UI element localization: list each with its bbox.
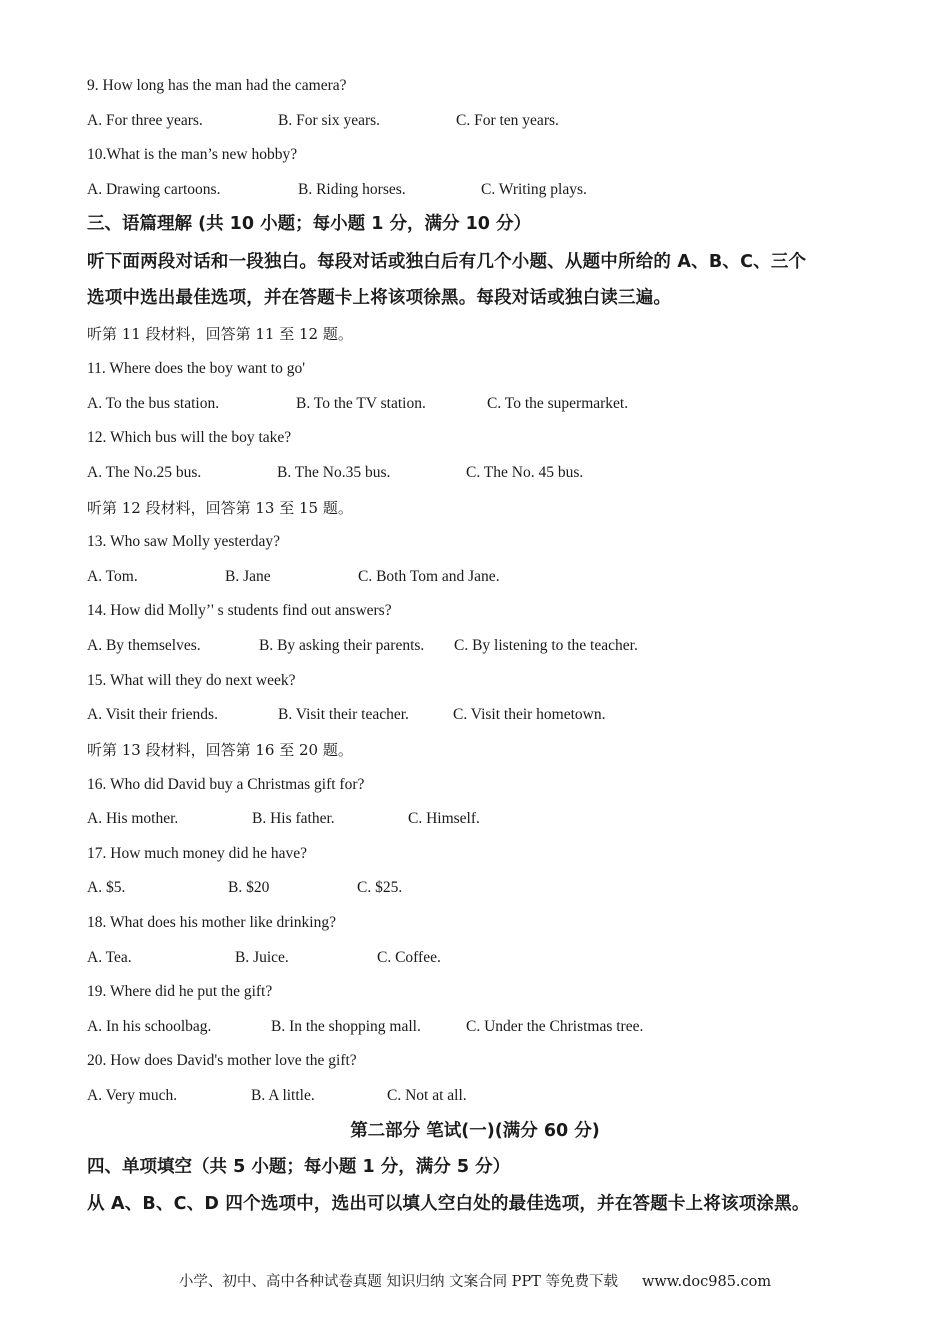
question-12-stem: 12. Which bus will the boy take? xyxy=(87,429,292,446)
question-20-option-a: A. Very much. xyxy=(87,1087,178,1104)
question-13-option-b: B. Jane xyxy=(225,568,271,585)
question-12-option-b: B. The No.35 bus. xyxy=(277,464,391,481)
section-3-instruction-line-2: 选项中选出最佳选项，并在答题卡上将该项徐黑。每段对话或独白读三遍。 xyxy=(87,288,672,308)
question-20-stem: 20. How does David's mother love the gift? xyxy=(87,1052,357,1069)
question-14-option-b: B. By asking their parents. xyxy=(259,637,425,654)
section-3-instruction-line-1: 听下面两段对话和一段独白。每段对话或独白后有几个小题、从题中所给的 A、B、C、三个 xyxy=(87,252,807,272)
question-10-option-c: C. Writing plays. xyxy=(481,181,587,198)
material-11-note: 听第 11 段材料，回答第 11 至 12 题。 xyxy=(87,325,353,343)
question-16-option-a: A. His mother. xyxy=(87,810,179,827)
question-17-stem: 17. How much money did he have? xyxy=(87,845,307,862)
footer-text: 小学、初中、高中各种试卷真题 知识归纳 文案合同 PPT 等免费下载 xyxy=(178,1274,618,1290)
question-10-option-a: A. Drawing cartoons. xyxy=(87,181,221,198)
question-15-stem: 15. What will they do next week? xyxy=(87,672,296,689)
question-9-stem: 9. How long has the man had the camera? xyxy=(87,77,347,94)
question-18-stem: 18. What does his mother like drinking? xyxy=(87,914,336,931)
question-11-option-b: B. To the TV station. xyxy=(296,395,426,412)
question-13-stem: 13. Who saw Molly yesterday? xyxy=(87,533,280,550)
question-10-option-b: B. Riding horses. xyxy=(298,181,406,198)
question-14-option-a: A. By themselves. xyxy=(87,637,201,654)
question-18-option-a: A. Tea. xyxy=(87,949,132,966)
question-19-option-b: B. In the shopping mall. xyxy=(271,1018,421,1035)
question-13-option-c: C. Both Tom and Jane. xyxy=(358,568,500,585)
question-19-option-a: A. In his schoolbag. xyxy=(87,1018,212,1035)
material-12-note: 听第 12 段材料，回答第 13 至 15 题。 xyxy=(87,499,353,517)
question-16-option-b: B. His father. xyxy=(252,810,335,827)
question-9-option-b: B. For six years. xyxy=(278,112,381,129)
question-9-option-c: C. For ten years. xyxy=(456,112,559,129)
question-11-option-c: C. To the supermarket. xyxy=(487,395,629,412)
question-13-option-a: A. Tom. xyxy=(87,568,138,585)
page-footer xyxy=(0,1270,950,1291)
question-12-option-c: C. The No. 45 bus. xyxy=(466,464,584,481)
question-12-option-a: A. The No.25 bus. xyxy=(87,464,202,481)
question-15-option-a: A. Visit their friends. xyxy=(87,706,218,723)
question-9-option-a: A. For three years. xyxy=(87,112,203,129)
question-18-option-c: C. Coffee. xyxy=(377,949,441,966)
question-17-option-a: A. $5. xyxy=(87,879,126,896)
question-19-option-c: C. Under the Christmas tree. xyxy=(466,1018,644,1035)
section-4-instruction: 从 A、B、C、D 四个选项中，选出可以填人空白处的最佳选项，并在答题卡上将该项涂黑。 xyxy=(87,1194,810,1214)
section-3-heading: 三、语篇理解 (共 10 小题；每小题 1 分，满分 10 分） xyxy=(87,214,532,234)
question-11-stem: 11. Where does the boy want to go' xyxy=(87,360,306,377)
question-19-stem: 19. Where did he put the gift? xyxy=(87,983,273,1000)
section-4-heading: 四、单项填空（共 5 小题；每小题 1 分，满分 5 分） xyxy=(87,1157,511,1177)
material-13-note: 听第 13 段材料，回答第 16 至 20 题。 xyxy=(87,741,353,759)
question-14-option-c: C. By listening to the teacher. xyxy=(454,637,638,654)
question-11-option-a: A. To the bus station. xyxy=(87,395,220,412)
question-15-option-c: C. Visit their hometown. xyxy=(453,706,606,723)
part-2-title: 第二部分 笔试(一)(满分 60 分) xyxy=(350,1121,600,1141)
question-17-option-c: C. $25. xyxy=(357,879,403,896)
question-20-option-b: B. A little. xyxy=(251,1087,315,1104)
question-14-stem: 14. How did Molly’' s students find out answers? xyxy=(87,602,392,619)
question-20-option-c: C. Not at all. xyxy=(387,1087,467,1104)
question-16-stem: 16. Who did David buy a Christmas gift for? xyxy=(87,776,365,793)
question-18-option-b: B. Juice. xyxy=(235,949,289,966)
question-10-stem: 10.What is the man’s new hobby? xyxy=(87,146,298,163)
footer-url-link[interactable]: www.doc985.com xyxy=(641,1274,772,1290)
question-15-option-b: B. Visit their teacher. xyxy=(278,706,409,723)
question-16-option-c: C. Himself. xyxy=(408,810,480,827)
question-17-option-b: B. $20 xyxy=(228,879,270,896)
